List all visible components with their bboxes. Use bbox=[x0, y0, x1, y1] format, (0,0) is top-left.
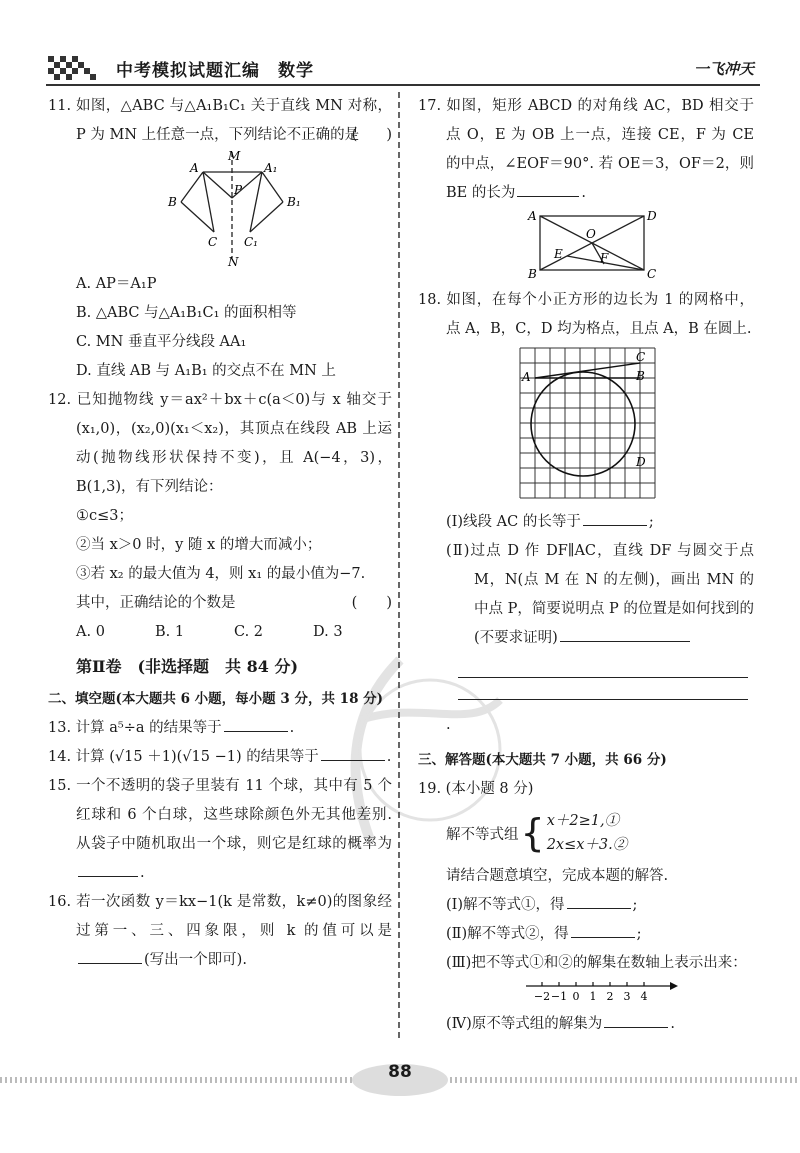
fig-label-P: P bbox=[234, 183, 243, 197]
q12-ask: 其中，正确结论的个数是 bbox=[76, 595, 236, 611]
fig-label-M: M bbox=[228, 150, 241, 163]
q18-text: 18. 如图，在每个小正方形的边长为 1 的网格中，点 A，B，C，D 均为格点，且点 A，B 在圆上. bbox=[418, 292, 754, 337]
question-17: 17. 如图，矩形 ABCD 的对角线 AC，BD 相交于点 O，E 为 OB 上一点，连接 CE，F 为 CE 的中点，∠EOF＝90°. 若 OE＝3，OF＝2，则 BE 的长为 . A D B C O E F bbox=[418, 98, 754, 281]
right-column bbox=[418, 92, 754, 1039]
fig-label-C1: C₁ bbox=[244, 235, 258, 249]
q19-instruction: 请结合题意填空，完成本题的解答. bbox=[446, 868, 669, 884]
question-11 bbox=[48, 92, 392, 386]
q11-option-b: B. △ABC 与△A₁B₁C₁ 的面积相等 bbox=[76, 305, 297, 321]
q19-part-4: (Ⅳ)原不等式组的解集为 bbox=[446, 1016, 603, 1032]
q16-text: 16. 若一次函数 y＝kx−1(k 是常数，k≠0)的图象经过第一、三、四象限，则 k 的值可以是 bbox=[48, 894, 392, 939]
q15-text: 15. 一个不透明的袋子里装有 11 个球，其中有 5 个红球和 6 个白球，这些球除颜色外无其他差别. 从袋子中随机取出一个球，则它是红球的概率为 bbox=[48, 778, 392, 852]
header-rule bbox=[46, 84, 760, 86]
q18-answer-line-2[interactable] bbox=[458, 661, 748, 678]
q11-answer-bracket: ( ) bbox=[351, 127, 392, 143]
q19-part-4-answer-blank[interactable] bbox=[604, 1011, 668, 1028]
q17-answer-blank[interactable] bbox=[517, 180, 579, 197]
question-19: 19. (本小题 8 分) 解不等式组 { x＋2≥1,① 2x≤x＋3.② 请结合题意填空，完成本题的解答. (Ⅰ)解不等式①，得 ; (Ⅱ)解不等式②，得 ; (Ⅲ)把不等式①和②的解集在数轴上表示出来： −2 −1 0 1 2 3 4 (Ⅳ)原不等式组的解集为 . bbox=[418, 775, 754, 1039]
q19-part-3: (Ⅲ)把不等式①和②的解集在数轴上表示出来： bbox=[446, 955, 747, 971]
axis-tick-label: −2 bbox=[533, 990, 551, 1003]
q19-number-line bbox=[418, 978, 754, 1006]
q14-text: 14. 计算 (√15 ＋1)(√15 −1) 的结果等于 bbox=[48, 749, 319, 765]
q12-statement-1: ①c≤3； bbox=[76, 508, 133, 524]
q11-figure bbox=[48, 150, 392, 266]
fig-label-E: E bbox=[554, 247, 563, 261]
q19-inequality-2: 2x≤x＋3.② bbox=[546, 837, 628, 853]
fig-label-O: O bbox=[586, 227, 596, 241]
fig-label-B: B bbox=[528, 267, 537, 281]
fig-label-C: C bbox=[636, 350, 646, 364]
axis-tick-label: 4 bbox=[640, 990, 648, 1003]
fig-label-D: D bbox=[636, 455, 646, 469]
q11-option-d: D. 直线 AB 与 A₁B₁ 的交点不在 MN 上 bbox=[76, 363, 336, 379]
q12-statement-2: ②当 x＞0 时，y 随 x 的增大而减小； bbox=[76, 537, 322, 553]
fig-label-A: A bbox=[522, 370, 531, 384]
header-title: 中考模拟试题汇编 数学 bbox=[116, 61, 314, 81]
q18-part-2: (Ⅱ)过点 D 作 DF∥AC，直线 DF 与圆交于点 M，N(点 M 在 N 的左侧)，画出 MN 的中点 P，简要说明点 P 的位置是如何找到的(不要求证明) bbox=[446, 543, 754, 646]
q12-options bbox=[48, 618, 392, 647]
q14-answer-blank[interactable] bbox=[321, 744, 385, 761]
q19-system bbox=[446, 804, 754, 862]
q12-answer-bracket: ( ) bbox=[351, 595, 392, 611]
axis-tick-label: 2 bbox=[606, 990, 614, 1003]
q11-option-a: A. AP＝A₁P bbox=[76, 276, 157, 292]
fig-label-A: A bbox=[190, 161, 199, 175]
question-12 bbox=[48, 386, 392, 647]
q18-answer-line-3[interactable] bbox=[458, 683, 748, 700]
fig-label-B1: B₁ bbox=[287, 195, 301, 209]
fig-label-F: F bbox=[600, 251, 609, 265]
q19-part-1: (Ⅰ)解不等式①，得 bbox=[446, 897, 565, 913]
fig-label-D: D bbox=[647, 209, 657, 223]
fig-label-A: A bbox=[528, 209, 537, 223]
q11-stem: 11. 如图，△ABC 与△A₁B₁C₁ 关于直线 MN 对称，P 为 MN 上任意一点，下列结论不正确的是 bbox=[48, 98, 392, 143]
header-brand: 一飞冲天 bbox=[693, 60, 754, 78]
q17-figure bbox=[418, 208, 754, 282]
q12-option-a: A. 0 bbox=[76, 624, 105, 640]
q16-answer-blank[interactable] bbox=[78, 947, 142, 964]
question-18: 18. 如图，在每个小正方形的边长为 1 的网格中，点 A，B，C，D 均为格点，且点 A，B 在圆上. A B C D (Ⅰ)线段 AC 的长等于 ; (Ⅱ)过点 D 作 DF∥AC，直线 DF 与圆交于点 M，N(点 M 在 N 的左侧)，画出 MN 的中点 P，简要说明点 P 的位置是如何找到的(不要求证明) . bbox=[418, 286, 754, 740]
q13-answer-blank[interactable] bbox=[224, 715, 288, 732]
q19-part-1-answer-blank[interactable] bbox=[567, 892, 631, 909]
q18-grid-figure bbox=[418, 344, 754, 504]
fig-label-A1: A₁ bbox=[264, 161, 278, 175]
q12-statement-3: ③若 x₂ 的最大值为 4，则 x₁ 的最小值为−7. bbox=[76, 566, 366, 582]
q12-option-c: C. 2 bbox=[234, 624, 264, 640]
page-number: 88 bbox=[388, 1062, 412, 1082]
fig-label-B: B bbox=[168, 195, 177, 209]
q11-option-c: C. MN 垂直平分线段 AA₁ bbox=[76, 334, 247, 350]
part-3-title: 三、解答题(本大题共 7 小题，共 66 分) bbox=[418, 752, 667, 768]
question-15: 15. 一个不透明的袋子里装有 11 个球，其中有 5 个红球和 6 个白球，这些球除颜色外无其他差别. 从袋子中随机取出一个球，则它是红球的概率为. bbox=[48, 778, 392, 881]
section-2-title: 第Ⅱ卷 (非选择题 共 84 分) bbox=[76, 657, 299, 676]
fig-label-B: B bbox=[636, 369, 645, 383]
checker-logo-icon bbox=[46, 54, 100, 80]
axis-tick-label: −1 bbox=[550, 990, 568, 1003]
fig-label-C: C bbox=[208, 235, 218, 249]
fig-label-N: N bbox=[228, 255, 239, 266]
q19-part-2-answer-blank[interactable] bbox=[571, 921, 635, 938]
axis-tick-label: 3 bbox=[623, 990, 631, 1003]
q19-part-2: (Ⅱ)解不等式②，得 bbox=[446, 926, 569, 942]
column-divider bbox=[398, 92, 400, 1038]
q19-intro: 解不等式组 bbox=[446, 826, 519, 843]
question-14: 14. 计算 (√15 ＋1)(√15 −1) 的结果等于 . bbox=[48, 743, 392, 772]
q13-text: 13. 计算 a⁵÷a 的结果等于 bbox=[48, 720, 222, 736]
q19-inequality-1: x＋2≥1,① bbox=[546, 813, 620, 829]
q18-part-2-answer-blank[interactable] bbox=[560, 625, 690, 642]
q16-tail: (写出一个即可). bbox=[144, 952, 247, 968]
arrow-right-icon bbox=[670, 982, 678, 990]
q15-answer-blank[interactable] bbox=[78, 860, 138, 877]
q12-stem: 12. 已知抛物线 y＝ax²＋bx＋c(a＜0)与 x 轴交于(x₁,0)，(x₂,0)(x₁＜x₂)，其顶点在线段 AB 上运动(抛物线形状保持不变)，且 A(−4，3)，B(1,3)，有下列结论： bbox=[48, 392, 392, 495]
question-16 bbox=[48, 888, 392, 975]
axis-tick-label: 1 bbox=[589, 990, 597, 1003]
question-13: 13. 计算 a⁵÷a 的结果等于 . bbox=[48, 714, 392, 743]
fig-label-C: C bbox=[647, 267, 657, 281]
q19-head: 19. (本小题 8 分) bbox=[418, 781, 534, 797]
q12-option-b: B. 1 bbox=[155, 624, 185, 640]
brace-icon: { bbox=[520, 811, 545, 855]
part-2-title: 二、填空题(本大题共 6 小题，每小题 3 分，共 18 分) bbox=[48, 691, 384, 707]
q12-option-d: D. 3 bbox=[313, 624, 343, 640]
axis-tick-label: 0 bbox=[572, 990, 580, 1003]
left-column bbox=[48, 92, 392, 975]
q18-part-1-answer-blank[interactable] bbox=[583, 509, 647, 526]
q18-part-1: (Ⅰ)线段 AC 的长等于 bbox=[446, 514, 581, 530]
page-header bbox=[46, 54, 760, 84]
q17-text: 17. 如图，矩形 ABCD 的对角线 AC，BD 相交于点 O，E 为 OB 上一点，连接 CE，F 为 CE 的中点，∠EOF＝90°. 若 OE＝3，OF＝2，则 BE 的长为 bbox=[418, 98, 754, 201]
